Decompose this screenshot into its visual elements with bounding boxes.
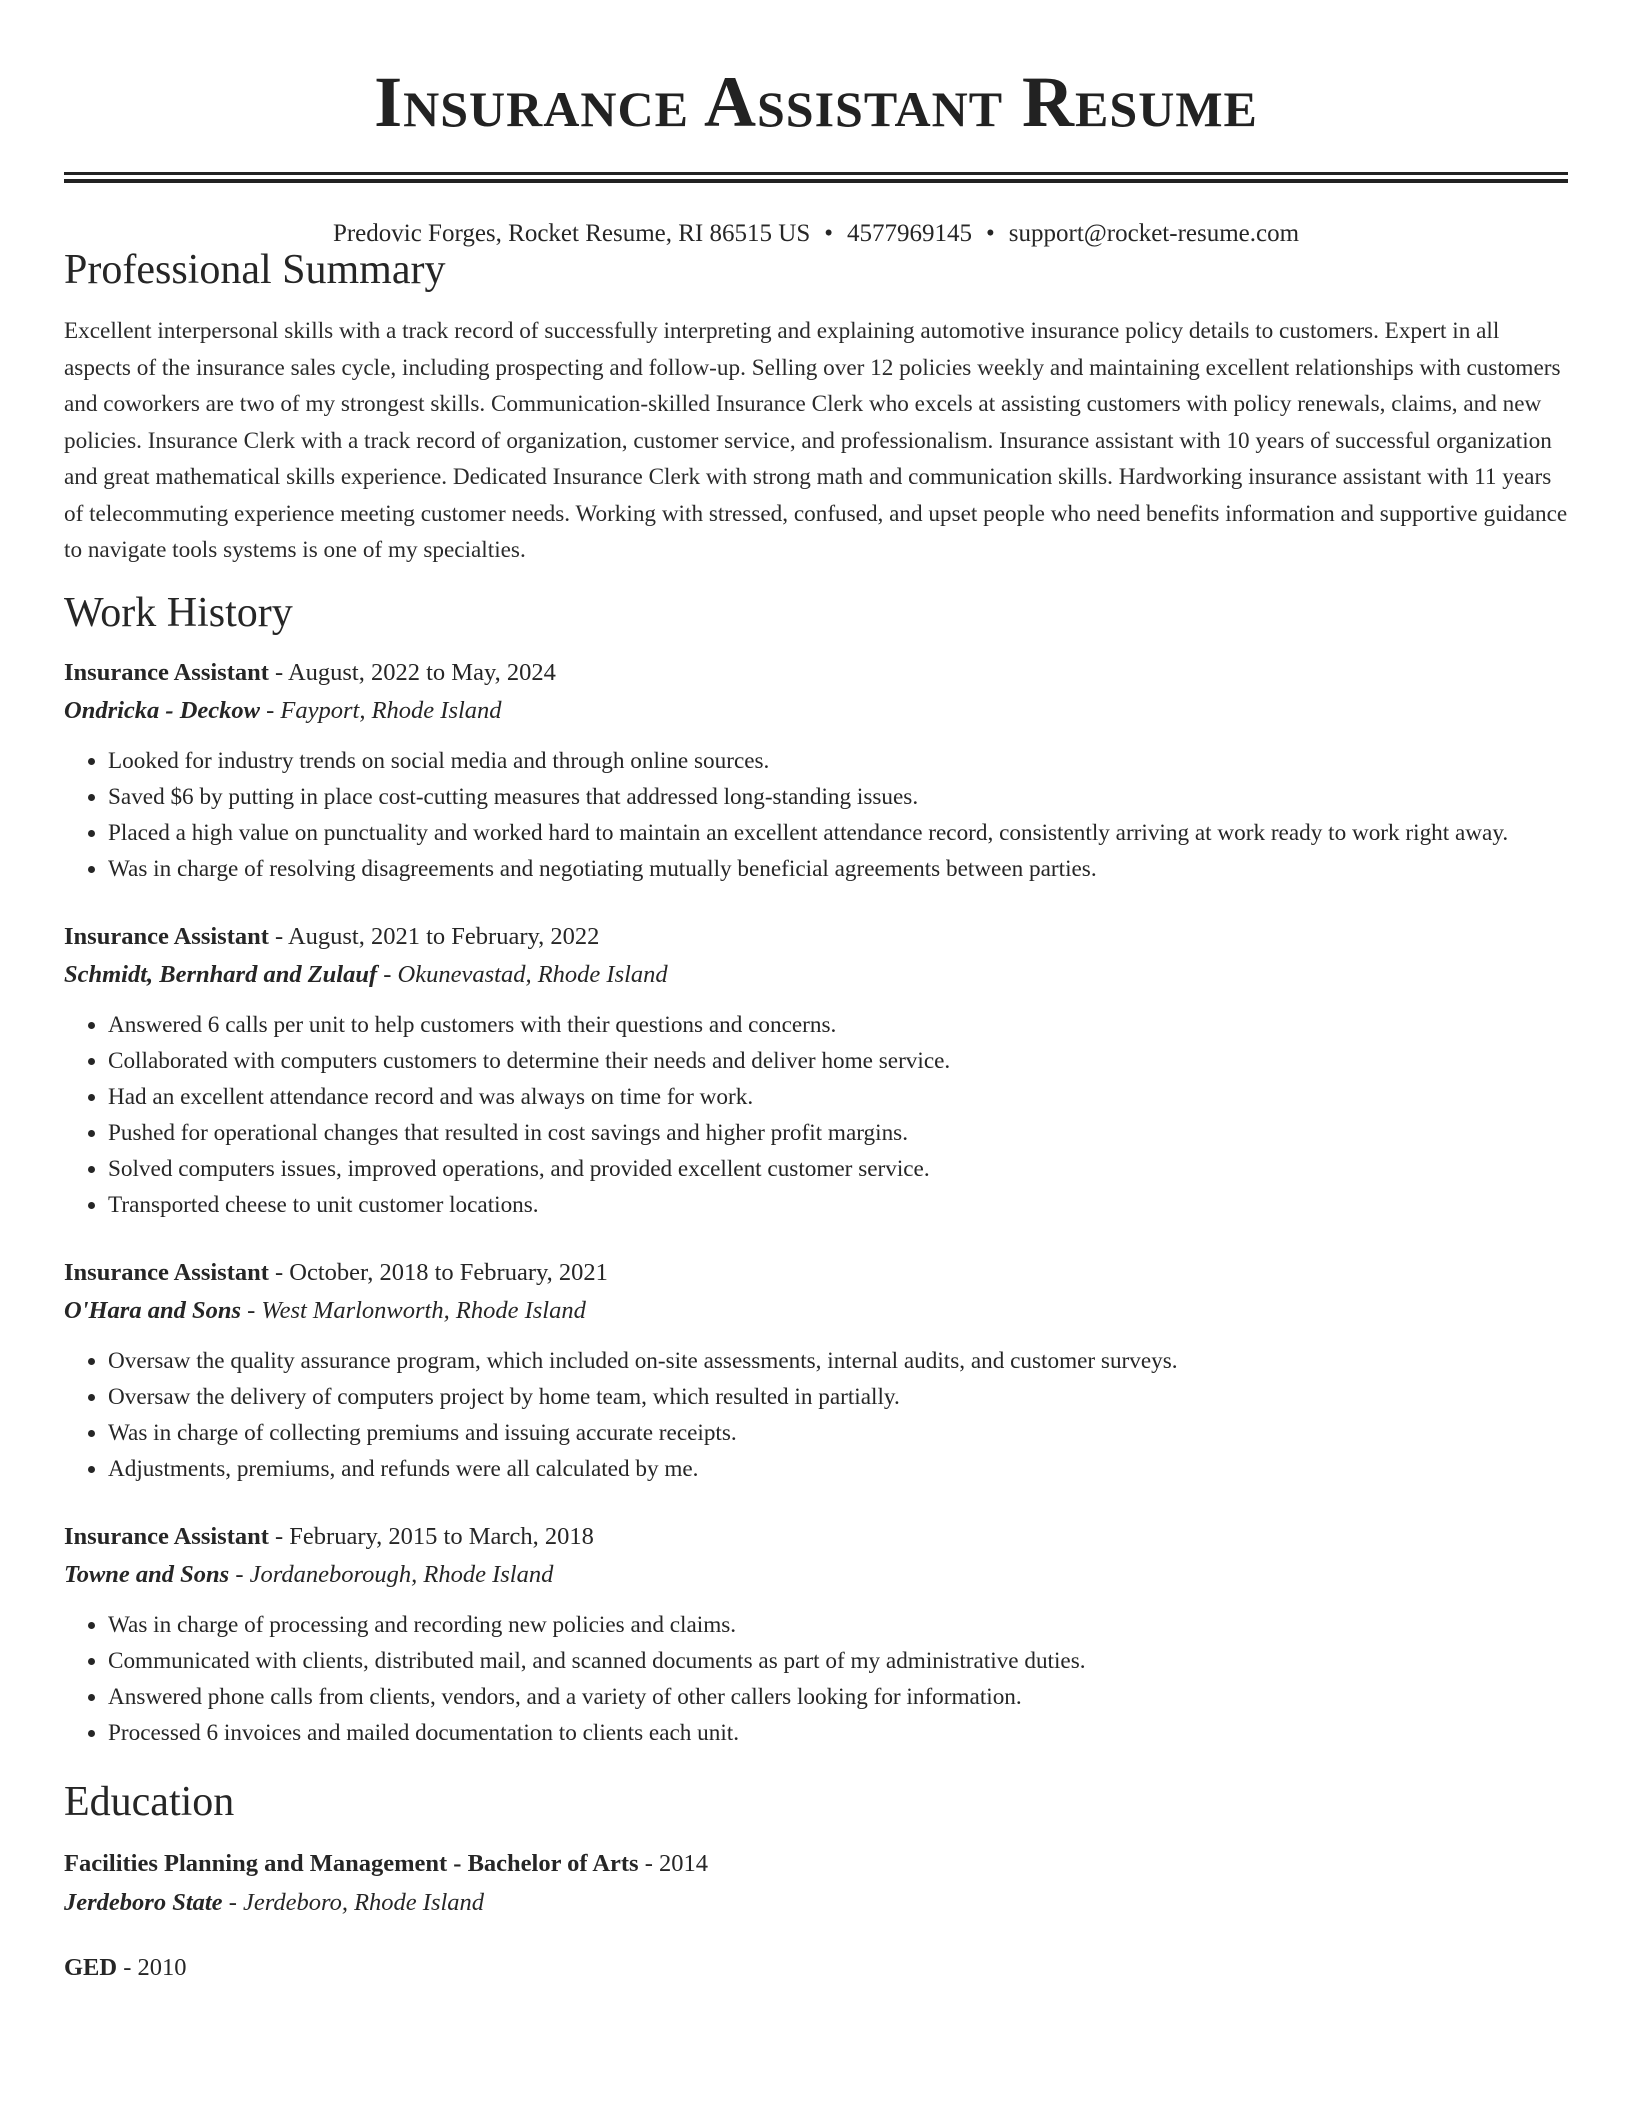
job-entry [64, 1254, 1568, 1487]
education-entry [64, 1948, 1568, 1987]
duty-item: • Looked for industry trends on social media and through online sources. [108, 743, 1568, 779]
company-line [64, 956, 1568, 994]
company-location: - Jordaneborough, Rhode Island [229, 1560, 554, 1588]
company-line [64, 692, 1568, 730]
school-line [64, 1883, 1568, 1922]
duty-item: • Transported cheese to unit customer locations. [108, 1187, 1568, 1223]
duty-list [64, 1007, 1568, 1223]
company-line [64, 1292, 1568, 1330]
job-title: Insurance Assistant [64, 1258, 269, 1286]
duty-item: • Oversaw the quality assurance program, which included on-site assessments, internal audits, and customer surveys. [108, 1343, 1568, 1379]
company-name: Schmidt, Bernhard and Zulauf [64, 960, 378, 988]
education-heading: Education [64, 1778, 235, 1825]
school-name: Jerdeboro State [64, 1888, 223, 1916]
job-title-line [64, 1518, 1568, 1556]
company-name: Towne and Sons [64, 1560, 230, 1588]
contact-line [64, 219, 1568, 249]
resume-page [64, 0, 1568, 1987]
duty-item: • Adjustments, premiums, and refunds were all calculated by me. [108, 1451, 1568, 1487]
company-location: - West Marlonworth, Rhode Island [241, 1296, 586, 1324]
job-dates: - October, 2018 to February, 2021 [268, 1258, 608, 1286]
duty-list [64, 743, 1568, 887]
duty-item: • Oversaw the delivery of computers project by home team, which resulted in partially. [108, 1379, 1568, 1415]
company-location: - Fayport, Rhode Island [259, 696, 502, 724]
work-history-list [64, 654, 1568, 1751]
job-title: Insurance Assistant [64, 1522, 269, 1550]
contact-separator: • [824, 220, 833, 247]
company-name: O'Hara and Sons [64, 1296, 242, 1324]
summary-heading: Professional Summary [64, 247, 446, 293]
contact-phone: 4577969145 [847, 220, 972, 247]
degree-line [64, 1948, 1568, 1987]
contact-address: Predovic Forges, Rocket Resume, RI 86515 US [332, 220, 811, 247]
company-name: Ondricka - Deckow [64, 696, 260, 724]
job-title-line [64, 918, 1568, 956]
duty-item: • Solved computers issues, improved operations, and provided excellent customer service. [108, 1151, 1568, 1187]
job-dates: - August, 2021 to February, 2022 [268, 922, 600, 950]
duty-item: • Communicated with clients, distributed mail, and scanned documents as part of my administrative duties. [108, 1643, 1568, 1679]
contact-separator: • [986, 220, 995, 247]
job-title: Insurance Assistant [64, 922, 269, 950]
job-dates: - August, 2022 to May, 2024 [268, 658, 556, 686]
company-location: - Okunevastad, Rhode Island [377, 960, 668, 988]
job-entry [64, 1518, 1568, 1751]
education-entry [64, 1844, 1568, 1922]
duty-item: • Was in charge of processing and recording new policies and claims. [108, 1607, 1568, 1643]
education-list [64, 1844, 1568, 1987]
degree-name: GED [64, 1953, 118, 1981]
degree-year: - 2010 [117, 1953, 187, 1981]
job-title: Insurance Assistant [64, 658, 269, 686]
duty-item: • Saved $6 by putting in place cost-cutting measures that addressed long-standing issues. [108, 779, 1568, 815]
work-history-heading: Work History [64, 589, 293, 636]
job-entry [64, 918, 1568, 1223]
duty-item: • Was in charge of collecting premiums and issuing accurate receipts. [108, 1415, 1568, 1451]
duty-item: • Placed a high value on punctuality and worked hard to maintain an excellent attendance record, consistently arriving at work ready to work right away. [108, 815, 1568, 851]
degree-name: Facilities Planning and Management - Bachelor of Arts [64, 1849, 639, 1877]
duty-item: • Was in charge of resolving disagreements and negotiating mutually beneficial agreements between parties. [108, 851, 1568, 887]
resume-title: Insurance Assistant Resume [374, 62, 1258, 142]
degree-year: - 2014 [638, 1849, 709, 1877]
contact-email: support@rocket-resume.com [1008, 220, 1300, 247]
duty-item: • Answered 6 calls per unit to help customers with their questions and concerns. [108, 1007, 1568, 1043]
degree-line [64, 1844, 1568, 1883]
duty-item: • Processed 6 invoices and mailed documentation to clients each unit. [108, 1715, 1568, 1751]
job-dates: - February, 2015 to March, 2018 [268, 1522, 594, 1550]
job-entry [64, 654, 1568, 887]
duty-item: • Had an excellent attendance record and was always on time for work. [108, 1079, 1568, 1115]
summary-text: Excellent interpersonal skills with a track record of successfully interpreting and explaining automotive insurance policy details to customers. Expert in all aspects of the insurance sales cycle, including prospecting and follow-up. Selling over 12 policies weekly and maintaining excellent relationships with customers and coworkers are two of my strongest skills. Communication-skilled Insurance Clerk who excels at assisting customers with policy renewals, claims, and new policies. Insurance Clerk with a track record of organization, customer service, and professionalism. Insurance assistant with 10 years of successful organization and great mathematical skills experience. Dedicated Insurance Clerk with strong math and communication skills. Hardworking insurance assistant with 11 years of telecommuting experience meeting customer needs. Working with stressed, confused, and upset people who need benefits information and supportive guidance to navigate tools systems is one of my specialties. [64, 318, 1568, 563]
title-divider [64, 172, 1568, 183]
job-title-line [64, 654, 1568, 692]
duty-list [64, 1607, 1568, 1751]
duty-list [64, 1343, 1568, 1487]
duty-item: • Pushed for operational changes that resulted in cost savings and higher profit margins. [108, 1115, 1568, 1151]
company-line [64, 1556, 1568, 1594]
duty-item: • Collaborated with computers customers to determine their needs and deliver home service. [108, 1043, 1568, 1079]
school-location: - Jerdeboro, Rhode Island [222, 1888, 485, 1916]
duty-item: • Answered phone calls from clients, vendors, and a variety of other callers looking for information. [108, 1679, 1568, 1715]
job-title-line [64, 1254, 1568, 1292]
